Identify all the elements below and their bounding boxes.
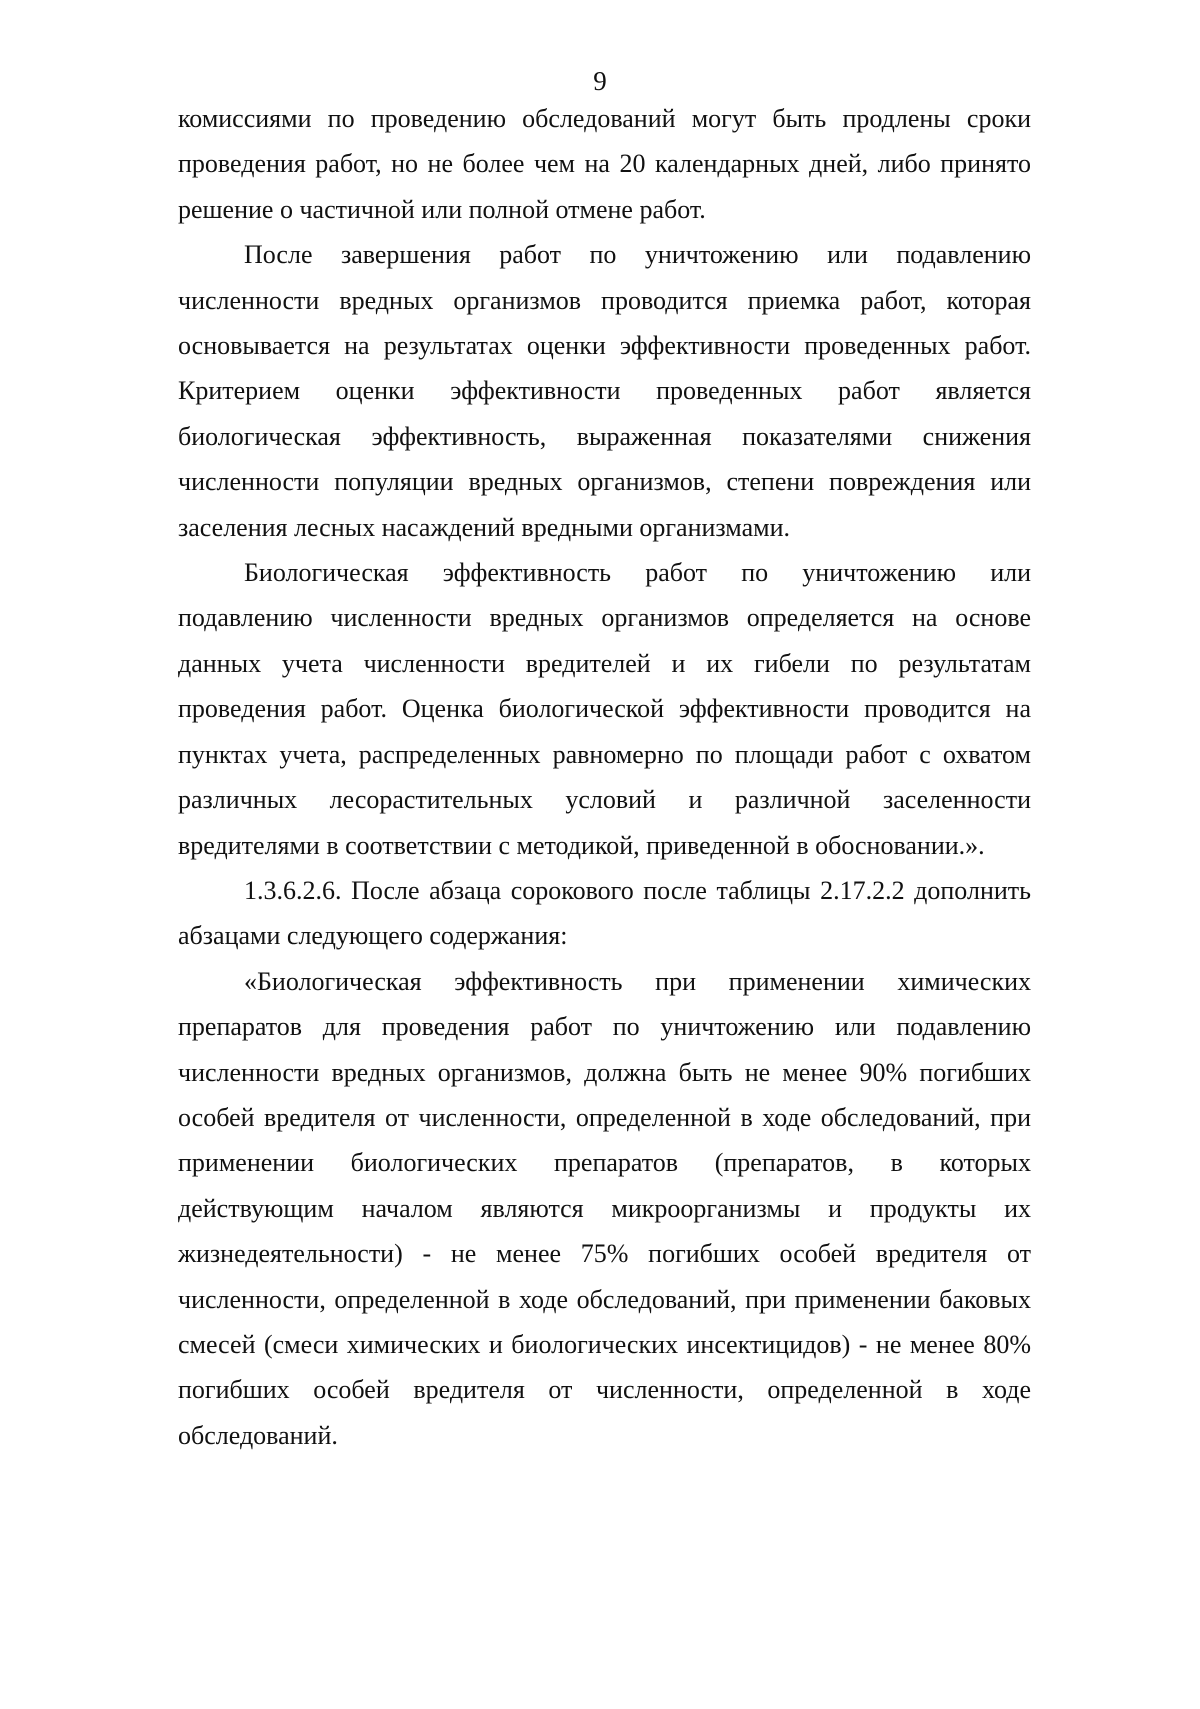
paragraph-amendment-1-3-6-2-6: 1.3.6.2.6. После абзаца сорокового после таблицы 2.17.2.2 дополнить абзацами следующего содержания: bbox=[178, 875, 1031, 951]
document-body bbox=[178, 96, 1031, 1458]
paragraph-efficiency-thresholds: «Биологическая эффективность при применении химических препаратов для проведения работ по уничтожению или подавлению численности вредных организмов, должна быть не менее 90% погибших особей вредителя от численности, определенной в ходе обследований, при применении биологических препаратов (препаратов, в которых действующим началом являются микроорганизмы и продукты их жизнедеятельности) - не менее 75% погибших особей вредителя от численности, определенной в ходе обследований, при применении баковых смесей (смеси химических и биологических инсектицидов) - не менее 80% погибших особей вредителя от численности, определенной в ходе обследований. bbox=[178, 966, 1031, 1450]
paragraph-continuation: комиссиями по проведению обследований могут быть продлены сроки проведения работ, но не более чем на 20 календарных дней, либо принято решение о частичной или полной отмене работ. bbox=[178, 104, 1031, 224]
paragraph-biological-efficiency: Биологическая эффективность работ по уничтожению или подавлению численности вредных организмов определяется на основе данных учета численности вредителей и их гибели по результатам проведения работ. Оценка биологической эффективности проводится на пунктах учета, распределенных равномерно по площади работ с охватом различных лесорастительных условий и различной заселенности вредителями в соответствии с методикой, приведенной в обосновании.». bbox=[178, 558, 1031, 860]
page-number: 9 bbox=[593, 66, 607, 96]
paragraph-acceptance-criteria: После завершения работ по уничтожению или подавлению численности вредных организмов проводится приемка работ, которая основывается на результатах оценки эффективности проведенных работ. Критерием оценки эффективности проведенных работ является биологическая эффективность, выраженная показателями снижения численности популяции вредных организмов, степени повреждения или заселения лесных насаждений вредными организмами. bbox=[178, 240, 1031, 542]
